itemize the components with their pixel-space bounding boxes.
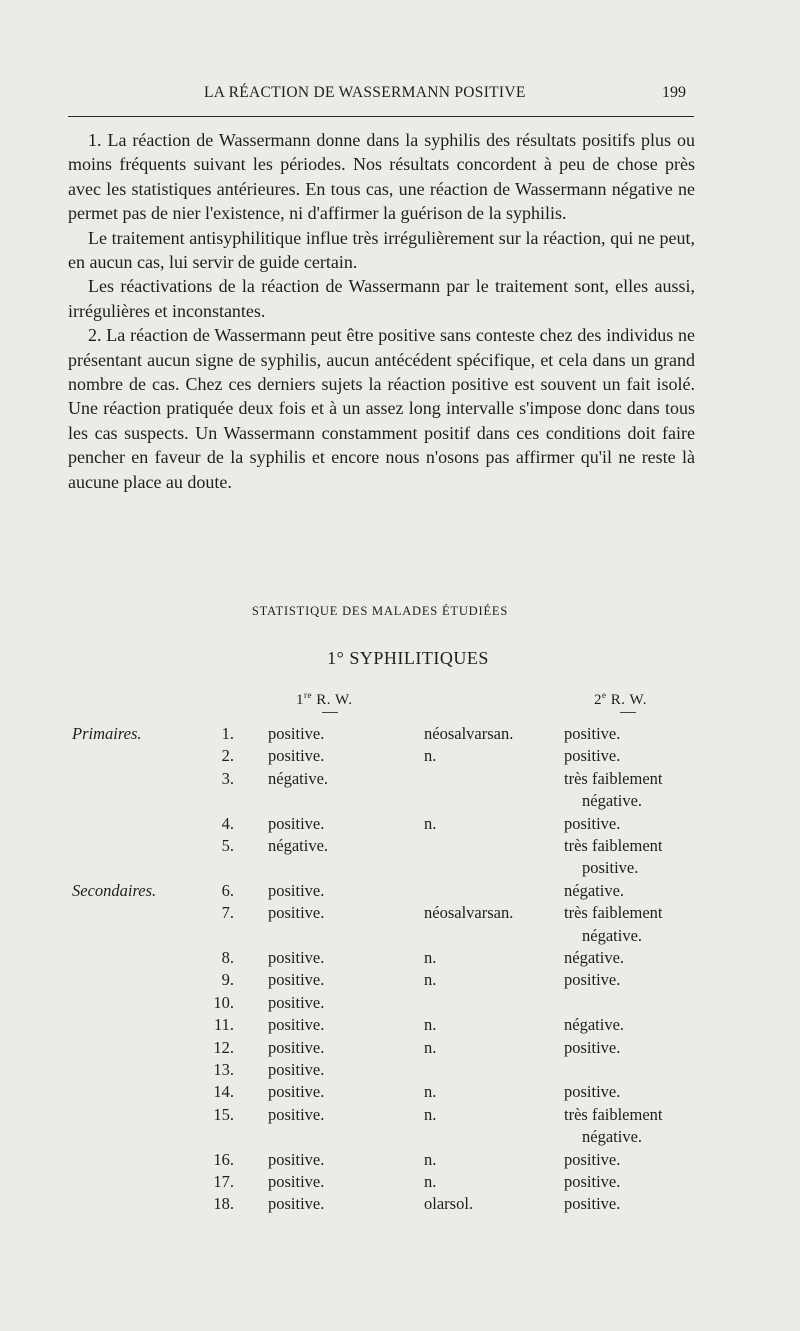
table-row — [0, 1105, 800, 1127]
second-reaction: positive. — [564, 1194, 621, 1214]
first-reaction: positive. — [268, 746, 325, 766]
treatment: n. — [424, 1015, 437, 1035]
column-header-superscript: e — [602, 690, 607, 700]
column-header-superscript: re — [304, 690, 312, 700]
table-row — [0, 1082, 800, 1104]
paragraph: Le traitement antisyphilitique influe très irrégulièrement sur la réaction, qui ne peut, en aucun cas, lui servir de guide certain. — [68, 227, 695, 273]
second-reaction: positive. — [564, 813, 621, 833]
second-reaction: très faiblement — [564, 768, 663, 788]
first-reaction: positive. — [268, 903, 325, 923]
table-row — [0, 1172, 800, 1194]
column-header-label: R. W. — [606, 692, 648, 708]
treatment: n. — [424, 970, 437, 990]
row-number: 9. — [221, 970, 234, 990]
paragraph: 2. La réaction de Wassermann peut être positive sans conteste chez des individus ne présentant aucun signe de syphilis, aucun antécédent spécifique, et cela dans un grand nombre de cas. Chez ces derniers sujets la réaction positive est souvent un fait isolé. Une réaction pratiquée deux fois et à un assez long intervalle s'impose donc dans tous les cas suspects. Un Wassermann constamment positif dans ces conditions doit faire pencher en faveur de la syphilis et encore nous n'osons pas affirmer qu'il ne reste là aucune place au doute. — [68, 325, 695, 492]
treatment: néosalvarsan. — [424, 903, 514, 923]
paragraph: Les réactivations de la réaction de Wassermann par le traitement sont, elles aussi, irrégulières et inconstantes. — [68, 276, 695, 321]
row-number: 7. — [221, 903, 234, 923]
row-number: 14. — [213, 1082, 234, 1102]
table-row — [0, 1015, 800, 1037]
second-reaction: positive. — [564, 746, 621, 766]
header-rule — [68, 116, 694, 117]
second-reaction: très faiblement — [564, 1104, 663, 1124]
row-category: Secondaires. — [72, 880, 157, 900]
first-reaction: positive. — [268, 1015, 325, 1035]
treatment: olarsol. — [424, 1194, 474, 1214]
first-reaction: positive. — [268, 813, 325, 833]
table-row-continuation — [0, 1127, 800, 1149]
treatment: n. — [424, 1172, 437, 1191]
row-number: 10. — [213, 992, 234, 1012]
table-row-continuation — [0, 858, 800, 880]
table-row — [0, 746, 800, 768]
first-reaction: négative. — [268, 768, 329, 788]
column-header-number: 1 — [296, 692, 304, 708]
first-reaction: positive. — [268, 1194, 325, 1214]
first-reaction: positive. — [268, 724, 325, 743]
treatment: n. — [424, 1082, 437, 1102]
row-number: 11. — [213, 1015, 234, 1035]
treatment: néosalvarsan. — [424, 724, 514, 743]
statistics-title: STATISTIQUE DES MALADES ÉTUDIÉES — [251, 604, 509, 618]
row-number: 18. — [213, 1194, 234, 1214]
table-row — [0, 836, 800, 858]
section-title: 1° SYPHILITIQUES — [327, 648, 489, 668]
first-reaction: positive. — [268, 1172, 325, 1191]
column-header-number: 2 — [594, 692, 602, 708]
row-number: 1. — [221, 724, 234, 743]
second-reaction: positive. — [564, 1149, 621, 1169]
row-number: 12. — [213, 1037, 234, 1057]
second-reaction-continuation: positive. — [582, 858, 639, 878]
column-header-first-rw — [296, 690, 353, 709]
treatment: n. — [424, 1104, 437, 1124]
treatment: n. — [424, 813, 437, 833]
column-header-dash — [322, 712, 338, 713]
second-reaction: positive. — [564, 1082, 621, 1102]
second-reaction: très faiblement — [564, 836, 663, 855]
row-number: 16. — [213, 1149, 234, 1169]
second-reaction: très faiblement — [564, 903, 663, 923]
second-reaction: négative. — [564, 1015, 625, 1035]
row-number: 2. — [221, 746, 234, 766]
second-reaction: positive. — [564, 970, 621, 990]
treatment: n. — [424, 1037, 437, 1057]
row-number: 6. — [221, 880, 234, 900]
first-reaction: positive. — [268, 992, 325, 1012]
row-number: 8. — [221, 948, 234, 967]
column-header-label: R. W. — [312, 692, 353, 708]
table-row — [0, 1194, 800, 1216]
row-number: 13. — [213, 1060, 234, 1079]
table-row — [0, 993, 800, 1015]
table-row — [0, 724, 800, 746]
second-reaction: positive. — [564, 1037, 621, 1057]
table-row — [0, 1038, 800, 1060]
column-header-second-rw — [594, 690, 647, 709]
table-row — [0, 903, 800, 925]
table-row — [0, 814, 800, 836]
table-row-continuation — [0, 926, 800, 948]
first-reaction: positive. — [268, 880, 325, 900]
table-row — [0, 769, 800, 791]
first-reaction: négative. — [268, 836, 329, 855]
body-text — [68, 128, 695, 494]
treatment: n. — [424, 746, 437, 766]
table-row — [0, 970, 800, 992]
page-number: 199 — [662, 84, 686, 101]
row-number: 3. — [221, 768, 234, 788]
second-reaction: positive. — [564, 1172, 621, 1191]
running-head: LA RÉACTION DE WASSERMANN POSITIVE — [204, 84, 526, 101]
second-reaction-continuation: négative. — [582, 1127, 643, 1147]
row-category: Primaires. — [72, 724, 142, 743]
second-reaction: négative. — [564, 880, 625, 900]
treatment: n. — [424, 1149, 437, 1169]
table-row — [0, 1060, 800, 1082]
second-reaction: négative. — [564, 948, 625, 967]
first-reaction: positive. — [268, 1037, 325, 1057]
second-reaction-continuation: négative. — [582, 925, 643, 945]
table-row-continuation — [0, 791, 800, 813]
row-number: 17. — [213, 1172, 234, 1191]
first-reaction: positive. — [268, 1104, 325, 1124]
row-number: 4. — [221, 813, 234, 833]
first-reaction: positive. — [268, 948, 325, 967]
table-row — [0, 881, 800, 903]
second-reaction-continuation: négative. — [582, 791, 643, 811]
first-reaction: positive. — [268, 1060, 325, 1079]
column-header-dash — [620, 712, 636, 713]
first-reaction: positive. — [268, 1149, 325, 1169]
paragraph: 1. La réaction de Wassermann donne dans la syphilis des résultats positifs plus ou moins fréquents suivant les périodes. Nos résultats concordent à peu de chose près avec les statistiques antérieures. En tous cas, une réaction de Wassermann négative ne permet pas de nier l'existence, ni d'affirmer la guérison de la syphilis. — [68, 130, 695, 224]
first-reaction: positive. — [268, 1082, 325, 1102]
row-number: 15. — [213, 1104, 234, 1124]
row-number: 5. — [221, 836, 234, 855]
table-row — [0, 1150, 800, 1172]
table-row — [0, 948, 800, 970]
second-reaction: positive. — [564, 724, 621, 743]
treatment: n. — [424, 948, 437, 967]
first-reaction: positive. — [268, 970, 325, 990]
